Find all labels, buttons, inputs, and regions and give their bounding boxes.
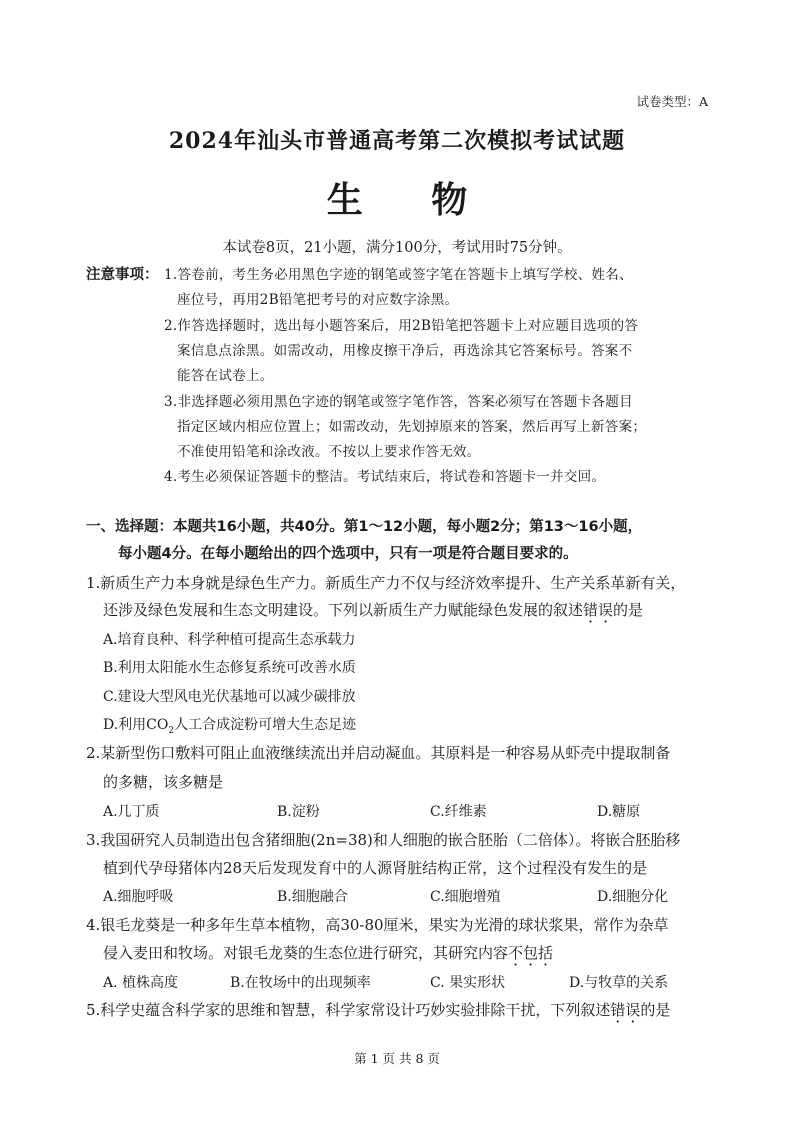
emphasis-char: 误 <box>598 601 614 619</box>
question-text: 1.新质生产力本身就是绿色生产力。新质生产力不仅与经济效率提升、生产关系革新有关， <box>86 574 686 592</box>
notice-line: 指定区域内相应位置上；如需改动，先划掉原来的答案，然后再写上新答案； <box>177 419 647 435</box>
question-text: 的多糖，该多糖是 <box>103 773 224 791</box>
option-d: D.与牧草的关系 <box>569 975 669 991</box>
option-d: D.细胞分化 <box>597 889 669 905</box>
emphasis-char: 包 <box>523 944 539 962</box>
question-text: 侵入麦田和牧场。对银毛龙葵的生态位进行研究，其研究内容不包括 <box>103 944 554 962</box>
emphasis-char: 不 <box>508 944 524 962</box>
section-heading: 一、选择题：本题共16小题，共40分。第1～12小题，每小题2分；第13～16小题， <box>86 519 643 535</box>
emphasis-char: 错 <box>583 601 599 619</box>
emphasis-char: 错 <box>610 1001 626 1019</box>
option-c: C.纤维素 <box>430 804 487 820</box>
notice-line: 3.非选择题必须用黑色字迹的钢笔或签字笔作答，答案必须写在答题卡各题目 <box>164 394 633 410</box>
option-c: C.细胞增殖 <box>430 889 501 905</box>
option-a: A. 植株高度 <box>103 975 179 991</box>
emphasis-char: 括 <box>538 944 554 962</box>
notice-line: 案信息点涂黑。如需改动，用橡皮擦干净后，再选涂其它答案标号。答案不 <box>177 343 633 359</box>
notice-line: 能答在试卷上。 <box>177 368 274 384</box>
notice-line: 4.考生必须保证答题卡的整洁。考试结束后，将试卷和答题卡一并交回。 <box>164 469 606 485</box>
exam-intro: 本试卷8页，21小题，满分100分，考试用时75分钟。 <box>222 240 572 256</box>
question-text: 3.我国研究人员制造出包含猪细胞(2n=38)和人细胞的嵌合胚胎（二倍体）。将嵌合胚胎移 <box>86 831 681 849</box>
question-text: 植到代孕母猪体内28天后发现发育中的人源肾脏结构正常，这个过程没有发生的是 <box>103 859 648 877</box>
notice-line: 座位号，再用2B铅笔把考号的对应数字涂黑。 <box>177 292 459 308</box>
option-d: D.利用$CO_2$人工合成淀粉可增大生态足迹 <box>103 717 357 736</box>
question-text: 还涉及绿色发展和生态文明建设。下列以新质生产力赋能绿色发展的叙述错误的是 <box>103 601 644 619</box>
emphasis-char: 误 <box>625 1001 641 1019</box>
option-c: C. 果实形状 <box>430 975 506 991</box>
option-c: C.建设大型风电光伏基地可以减少碳排放 <box>103 689 356 705</box>
option-a: A.细胞呼吸 <box>103 889 174 905</box>
option-d: D.糖原 <box>597 804 641 820</box>
question-text: 2.某新型伤口敷料可阻止血液继续流出并启动凝血。其原料是一种容易从虾壳中提取制备 <box>86 744 671 762</box>
option-a: A.几丁质 <box>103 804 160 820</box>
subject-title: 生 物 <box>326 179 496 221</box>
option-b: B.淀粉 <box>277 804 320 820</box>
page-footer: 第 1 页 共 8 页 <box>354 1051 440 1066</box>
option-b: B.细胞融合 <box>277 889 348 905</box>
notice-line: 1.答卷前，考生务必用黑色字迹的钢笔或签字笔在答题卡上填写学校、姓名、 <box>164 267 633 283</box>
notice-line: 不准使用铅笔和涂改液。不按以上要求作答无效。 <box>177 444 481 460</box>
option-b: B.利用太阳能水生态修复系统可改善水质 <box>103 660 356 676</box>
option-b: B.在牧场中的出现频率 <box>230 975 371 991</box>
exam-title: 2024年汕头市普通高考第二次模拟考试试题 <box>168 128 626 154</box>
notice-label: 注意事项： <box>86 267 159 283</box>
option-a: A.培育良种、科学种植可提高生态承载力 <box>103 632 356 648</box>
section-heading: 每小题4分。在每小题给出的四个选项中，只有一项是符合题目要求的。 <box>118 546 578 562</box>
question-text: 4.银毛龙葵是一种多年生草本植物，高30-80厘米，果实为光滑的球状浆果，常作为杂草 <box>86 916 669 934</box>
notice-line: 2.作答选择题时，选出每小题答案后，用2B铅笔把答题卡上对应题目选项的答 <box>164 318 639 334</box>
paper-type-label: 试卷类型：A <box>636 94 708 109</box>
question-text: 5.科学史蕴含科学家的思维和智慧，科学家常设计巧妙实验排除干扰，下列叙述错误的是 <box>86 1001 671 1019</box>
